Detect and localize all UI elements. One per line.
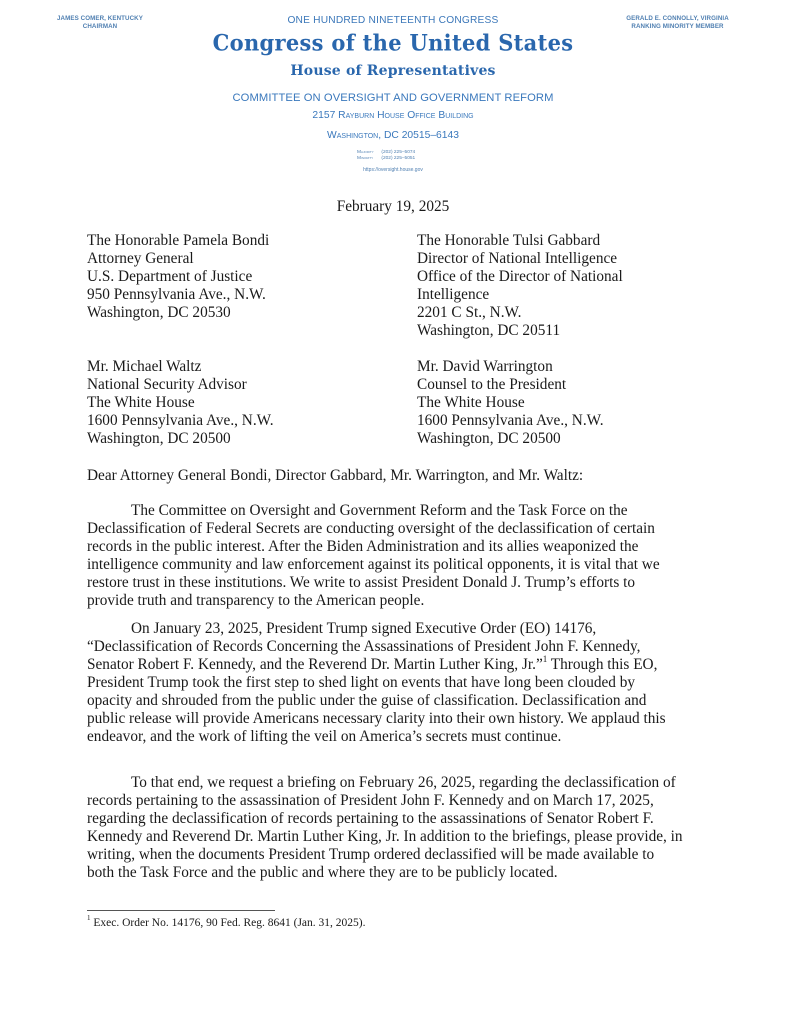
- paragraph-line: records pertaining to the assassination of President John F. Kennedy and on March 17, 2025,: [87, 792, 654, 809]
- paragraph-line: intelligence community and law enforcement against its political opponents, it is vital that we: [87, 556, 660, 573]
- paragraph-line: writing, when the documents President Trump ordered declassified will be made available to: [87, 846, 655, 863]
- house-title: House of Representatives: [290, 63, 496, 79]
- paragraph-line: To that end, we request a briefing on February 26, 2025, regarding the declassification of: [131, 774, 676, 791]
- phone-minority: [357, 156, 415, 162]
- address-line: Attorney General: [87, 250, 194, 267]
- paragraph-line: President Trump took the first step to shed light on events that have long been clouded by: [87, 674, 636, 691]
- paragraph-line: On January 23, 2025, President Trump signed Executive Order (EO) 14176,: [131, 620, 597, 637]
- body-paragraph: [87, 620, 707, 746]
- paragraph-line: The Committee on Oversight and Government Reform and the Task Force on the: [131, 502, 628, 519]
- address-line: The Honorable Pamela Bondi: [87, 232, 270, 249]
- address-line: Washington, DC 20500: [87, 430, 231, 447]
- paragraph-line: opacity and shrouded from the public under the guise of classification. Declassification and: [87, 692, 647, 709]
- office-building: 2157 Rayburn House Office Building: [312, 110, 474, 121]
- paragraph-line: regarding the declassification of records pertaining to the assassinations of Senator Robert F.: [87, 810, 654, 827]
- paragraph-line: “Declassification of Records Concerning the Assassinations of President John F. Kennedy,: [87, 638, 641, 655]
- address-line: National Security Advisor: [87, 376, 247, 393]
- address-line: 2201 C St., N.W.: [417, 304, 522, 321]
- paragraph-text: Through this EO,: [547, 656, 658, 673]
- body-paragraph: [87, 774, 707, 882]
- body-paragraph: [87, 502, 707, 610]
- address-line: Washington, DC 20530: [87, 304, 231, 321]
- footnote-number: 1: [87, 914, 91, 923]
- address-line: The Honorable Tulsi Gabbard: [417, 232, 601, 249]
- phone-number: (202) 225–5051: [381, 156, 416, 161]
- ranking-member-name: GERALD E. CONNOLLY, VIRGINIA: [626, 15, 729, 22]
- office-city: Washington, DC 20515–6143: [327, 130, 459, 141]
- address-line: 1600 Pennsylvania Ave., N.W.: [417, 412, 604, 429]
- paragraph-line: provide truth and transparency to the American people.: [87, 592, 425, 609]
- recipient-address: [87, 358, 274, 448]
- footnote: [87, 914, 366, 929]
- footnote-text: Exec. Order No. 14176, 90 Fed. Reg. 8641 (Jan. 31, 2025).: [90, 917, 366, 929]
- address-line: The White House: [87, 394, 195, 411]
- address-line: Mr. Michael Waltz: [87, 358, 202, 375]
- letter-date: February 19, 2025: [336, 198, 450, 215]
- phone-number: (202) 225–5074: [381, 150, 416, 155]
- address-line: Washington, DC 20500: [417, 430, 561, 447]
- paragraph-line: Declassification of Federal Secrets are conducting oversight of the declassification of certain: [87, 520, 655, 537]
- paragraph-text: Senator Robert F. Kennedy, and the Reverend Dr. Martin Luther King, Jr.”: [87, 656, 543, 673]
- phone-numbers: [357, 150, 415, 162]
- address-line: Intelligence: [417, 286, 490, 303]
- recipient-address: [87, 232, 269, 322]
- address-line: Counsel to the President: [417, 376, 567, 393]
- address-line: Mr. David Warrington: [417, 358, 553, 375]
- website-link[interactable]: https://oversight.house.gov: [363, 167, 423, 173]
- address-line: 950 Pennsylvania Ave., N.W.: [87, 286, 266, 303]
- footnote-reference[interactable]: 1: [542, 653, 548, 664]
- ranking-member-title: RANKING MINORITY MEMBER: [631, 23, 724, 30]
- congress-title: Congress of the United States: [212, 29, 574, 56]
- address-line: U.S. Department of Justice: [87, 268, 253, 285]
- paragraph-line: records in the public interest. After the Biden Administration and its allies weaponized the: [87, 538, 639, 555]
- committee-name: COMMITTEE ON OVERSIGHT AND GOVERNMENT REFORM: [232, 92, 554, 104]
- chairman-title: CHAIRMAN: [82, 23, 118, 30]
- address-line: 1600 Pennsylvania Ave., N.W.: [87, 412, 274, 429]
- paragraph-line: [87, 653, 707, 674]
- paragraph-line: Kennedy and Reverend Dr. Martin Luther King, Jr. In addition to the briefings, please provide, in: [87, 828, 683, 845]
- phone-label: Majority: [357, 150, 374, 155]
- address-line: Washington, DC 20511: [417, 322, 561, 339]
- recipient-address: [417, 358, 604, 448]
- recipient-address: [417, 232, 623, 340]
- address-line: Office of the Director of National: [417, 268, 623, 285]
- paragraph-line: restore trust in these institutions. We write to assist President Donald J. Trump’s efforts to: [87, 574, 636, 591]
- chairman-name: JAMES COMER, KENTUCKY: [57, 15, 143, 22]
- address-line: The White House: [417, 394, 525, 411]
- address-line: Director of National Intelligence: [417, 250, 618, 267]
- footnote-divider: [87, 910, 275, 911]
- phone-label: Minority: [357, 156, 374, 161]
- paragraph-line: public release will provide Americans necessary clarity into their own history. We applaud this: [87, 710, 666, 727]
- salutation: Dear Attorney General Bondi, Director Gabbard, Mr. Warrington, and Mr. Waltz:: [87, 467, 584, 484]
- paragraph-line: endeavor, and the work of lifting the veil on America’s secrets must continue.: [87, 728, 562, 745]
- paragraph-line: both the Task Force and the public and where they are to be publicly located.: [87, 864, 558, 881]
- congress-number: ONE HUNDRED NINETEENTH CONGRESS: [287, 15, 499, 26]
